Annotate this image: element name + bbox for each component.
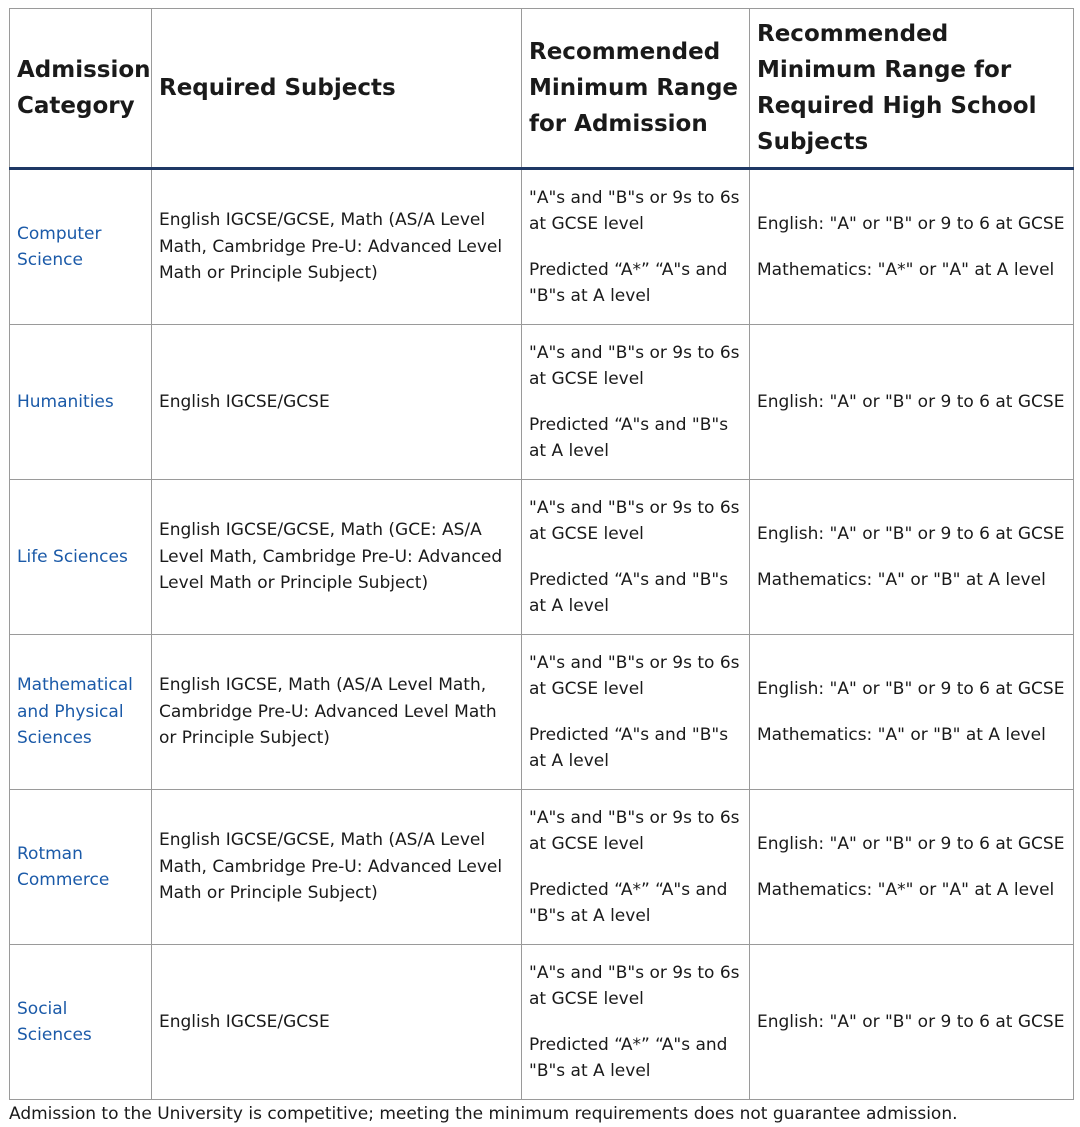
english-requirement: English: "A" or "B" or 9 to 6 at GCSE bbox=[757, 524, 1065, 544]
table-row bbox=[10, 325, 1074, 480]
admission-range-cell bbox=[522, 169, 750, 325]
header-required-subjects: Required Subjects bbox=[152, 9, 522, 169]
math-requirement: Mathematics: "A" or "B" at A level bbox=[757, 724, 1046, 745]
english-requirement: English: "A" or "B" or 9 to 6 at GCSE bbox=[757, 834, 1065, 854]
category-link[interactable]: Social Sciences bbox=[17, 998, 92, 1045]
a-level-prediction: Predicted “A*” “A"s and "B"s at A level bbox=[529, 1034, 728, 1081]
admission-range-cell bbox=[522, 945, 750, 1100]
gcse-range: "A"s and "B"s or 9s to 6s at GCSE level bbox=[529, 187, 740, 234]
required-subjects-cell: English IGCSE/GCSE bbox=[152, 945, 522, 1100]
category-link[interactable]: Computer Science bbox=[17, 223, 102, 270]
subject-range-cell bbox=[750, 169, 1074, 325]
gcse-range: "A"s and "B"s or 9s to 6s at GCSE level bbox=[529, 807, 740, 854]
subject-range-cell bbox=[750, 480, 1074, 635]
required-subjects-cell: English IGCSE/GCSE, Math (AS/A Level Math, Cambridge Pre-U: Advanced Level Math or Principle Subject) bbox=[152, 790, 522, 945]
admissions-table bbox=[9, 8, 1074, 1100]
math-requirement: Mathematics: "A*" or "A" at A level bbox=[757, 259, 1055, 280]
footnote: Admission to the University is competitive; meeting the minimum requirements does not guarantee admission. bbox=[9, 1104, 958, 1124]
category-cell bbox=[10, 169, 152, 325]
required-subjects-cell: English IGCSE, Math (AS/A Level Math, Cambridge Pre-U: Advanced Level Math or Principle Subject) bbox=[152, 635, 522, 790]
subject-range-cell bbox=[750, 945, 1074, 1100]
a-level-prediction: Predicted “A"s and "B"s at A level bbox=[529, 569, 729, 616]
required-subjects-cell: English IGCSE/GCSE, Math (AS/A Level Math, Cambridge Pre-U: Advanced Level Math or Principle Subject) bbox=[152, 169, 522, 325]
a-level-prediction: Predicted “A"s and "B"s at A level bbox=[529, 414, 729, 461]
a-level-prediction: Predicted “A*” “A"s and "B"s at A level bbox=[529, 259, 728, 306]
category-cell bbox=[10, 635, 152, 790]
table-row bbox=[10, 169, 1074, 325]
math-requirement: Mathematics: "A" or "B" at A level bbox=[757, 569, 1046, 590]
table-row bbox=[10, 635, 1074, 790]
english-requirement: English: "A" or "B" or 9 to 6 at GCSE bbox=[757, 391, 1065, 412]
category-link[interactable]: Life Sciences bbox=[17, 546, 128, 567]
english-requirement: English: "A" or "B" or 9 to 6 at GCSE bbox=[757, 1011, 1065, 1032]
table-header-row bbox=[10, 9, 1074, 169]
gcse-range: "A"s and "B"s or 9s to 6s at GCSE level bbox=[529, 342, 740, 389]
category-cell bbox=[10, 325, 152, 480]
english-requirement: English: "A" or "B" or 9 to 6 at GCSE bbox=[757, 679, 1065, 699]
table-row bbox=[10, 945, 1074, 1100]
subject-range-cell bbox=[750, 635, 1074, 790]
required-subjects-cell: English IGCSE/GCSE, Math (GCE: AS/A Level Math, Cambridge Pre-U: Advanced Level Math or Principle Subject) bbox=[152, 480, 522, 635]
category-cell bbox=[10, 790, 152, 945]
subject-range-cell bbox=[750, 790, 1074, 945]
category-link[interactable]: Rotman Commerce bbox=[17, 843, 110, 890]
category-link[interactable]: Humanities bbox=[17, 391, 114, 412]
subject-range-cell bbox=[750, 325, 1074, 480]
header-admission-category: Admission Category bbox=[10, 9, 152, 169]
admission-range-cell bbox=[522, 480, 750, 635]
category-cell bbox=[10, 945, 152, 1100]
gcse-range: "A"s and "B"s or 9s to 6s at GCSE level bbox=[529, 652, 740, 699]
table-row bbox=[10, 790, 1074, 945]
category-cell bbox=[10, 480, 152, 635]
a-level-prediction: Predicted “A*” “A"s and "B"s at A level bbox=[529, 879, 728, 926]
math-requirement: Mathematics: "A*" or "A" at A level bbox=[757, 879, 1055, 900]
admission-range-cell bbox=[522, 790, 750, 945]
category-link[interactable]: Mathematical and Physical Sciences bbox=[17, 675, 133, 749]
english-requirement: English: "A" or "B" or 9 to 6 at GCSE bbox=[757, 214, 1065, 234]
admission-range-cell bbox=[522, 635, 750, 790]
a-level-prediction: Predicted “A"s and "B"s at A level bbox=[529, 724, 729, 771]
gcse-range: "A"s and "B"s or 9s to 6s at GCSE level bbox=[529, 962, 740, 1009]
header-minimum-range-admission: Recommended Minimum Range for Admission bbox=[522, 9, 750, 169]
header-minimum-range-required-subjects: Recommended Minimum Range for Required High School Subjects bbox=[750, 9, 1074, 169]
table-row bbox=[10, 480, 1074, 635]
gcse-range: "A"s and "B"s or 9s to 6s at GCSE level bbox=[529, 497, 740, 544]
admission-range-cell bbox=[522, 325, 750, 480]
required-subjects-cell: English IGCSE/GCSE bbox=[152, 325, 522, 480]
